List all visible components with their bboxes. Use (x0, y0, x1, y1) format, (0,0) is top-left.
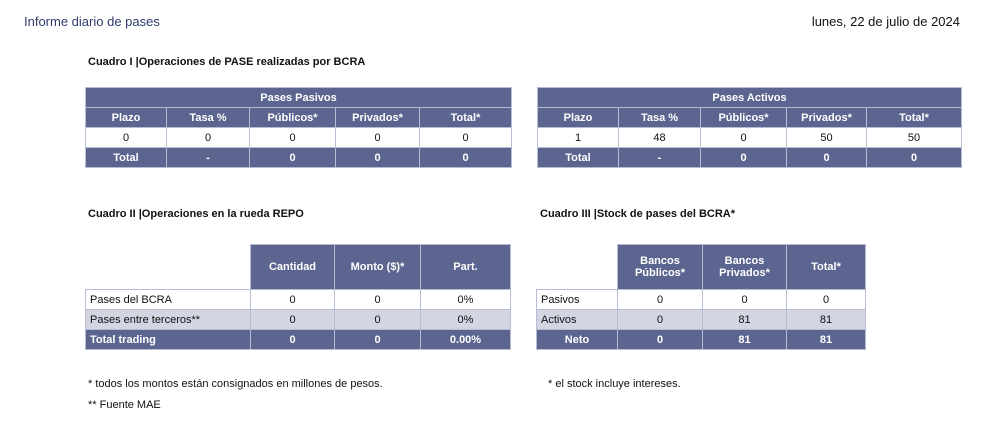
table-cell: 0 (251, 330, 335, 350)
table-cell: 1 (538, 128, 619, 148)
column-header: Públicos* (250, 108, 336, 128)
table-row (537, 290, 866, 310)
table-row (86, 310, 511, 330)
table-cell: 0 (335, 330, 421, 350)
table-cell: 0 (251, 310, 335, 330)
table-cell: 0 (703, 290, 787, 310)
table-cell: 0 (420, 128, 512, 148)
note-montos: * todos los montos están consignados en millones de pesos. (88, 378, 383, 390)
total-row (86, 148, 512, 168)
row-label: Activos (537, 310, 618, 330)
pases-activos-group-header: Pases Activos (538, 88, 962, 108)
table-cell: 0 (787, 148, 867, 168)
table-cell: 0 (618, 330, 703, 350)
column-header: Monto ($)* (335, 245, 421, 290)
table-cell: 50 (787, 128, 867, 148)
table-cell: 81 (703, 310, 787, 330)
table-cell: 0 (86, 128, 167, 148)
table-cell: 0% (421, 310, 511, 330)
report-date: lunes, 22 de julio de 2024 (811, 14, 960, 29)
total-row (86, 330, 511, 350)
table-row (537, 310, 866, 330)
note-fuente: ** Fuente MAE (88, 399, 161, 411)
column-header: Part. (421, 245, 511, 290)
table-cell: 48 (619, 128, 701, 148)
table-cell: - (619, 148, 701, 168)
column-header: Cantidad (251, 245, 335, 290)
table-cell: 0 (701, 148, 787, 168)
table-cell: 0 (250, 128, 336, 148)
table-cell: 0 (250, 148, 336, 168)
row-label: Total trading (86, 330, 251, 350)
table-cell: 0.00% (421, 330, 511, 350)
column-header: Bancos Públicos* (618, 245, 703, 290)
cuadro1-title: Cuadro I |Operaciones de PASE realizadas por BCRA (88, 56, 366, 68)
table-cell: 0 (420, 148, 512, 168)
cuadro3-title: Cuadro III |Stock de pases del BCRA* (540, 208, 736, 220)
table-cell: 0 (701, 128, 787, 148)
row-label: Pases entre terceros** (86, 310, 251, 330)
column-header: Privados* (336, 108, 420, 128)
table-cell: - (167, 148, 250, 168)
table-cell: 81 (787, 330, 866, 350)
table-cell: 50 (867, 128, 962, 148)
table-cell: 81 (703, 330, 787, 350)
row-label: Neto (537, 330, 618, 350)
column-header: Total* (867, 108, 962, 128)
row-label: Pases del BCRA (86, 290, 251, 310)
column-header: Bancos Privados* (703, 245, 787, 290)
table-cell: 0 (167, 128, 250, 148)
table-row (86, 128, 512, 148)
column-header: Plazo (538, 108, 619, 128)
column-header: Privados* (787, 108, 867, 128)
pases-pasivos-table (85, 87, 512, 168)
table-row (538, 128, 962, 148)
total-row (538, 148, 962, 168)
pases-pasivos-group-header: Pases Pasivos (86, 88, 512, 108)
note-stock: * el stock incluye intereses. (548, 378, 681, 390)
report-title: Informe diario de pases (24, 14, 160, 29)
table-cell: 0 (335, 310, 421, 330)
table-cell: 0 (336, 128, 420, 148)
repo-table (85, 244, 511, 350)
cuadro2-title: Cuadro II |Operaciones en la rueda REPO (88, 208, 304, 220)
table-cell: Total (538, 148, 619, 168)
column-header: Total* (420, 108, 512, 128)
table-cell: 0 (335, 290, 421, 310)
table-cell: 0 (787, 290, 866, 310)
empty-header (537, 245, 618, 290)
empty-header (86, 245, 251, 290)
column-header: Públicos* (701, 108, 787, 128)
table-cell: Total (86, 148, 167, 168)
column-header: Tasa % (167, 108, 250, 128)
column-header: Tasa % (619, 108, 701, 128)
table-cell: 0 (867, 148, 962, 168)
table-cell: 0 (336, 148, 420, 168)
table-row (86, 290, 511, 310)
stock-table (536, 244, 866, 350)
column-header: Plazo (86, 108, 167, 128)
column-header: Total* (787, 245, 866, 290)
total-row (537, 330, 866, 350)
pases-activos-table (537, 87, 962, 168)
table-cell: 0 (618, 310, 703, 330)
table-cell: 0 (251, 290, 335, 310)
row-label: Pasivos (537, 290, 618, 310)
table-cell: 81 (787, 310, 866, 330)
table-cell: 0% (421, 290, 511, 310)
table-cell: 0 (618, 290, 703, 310)
